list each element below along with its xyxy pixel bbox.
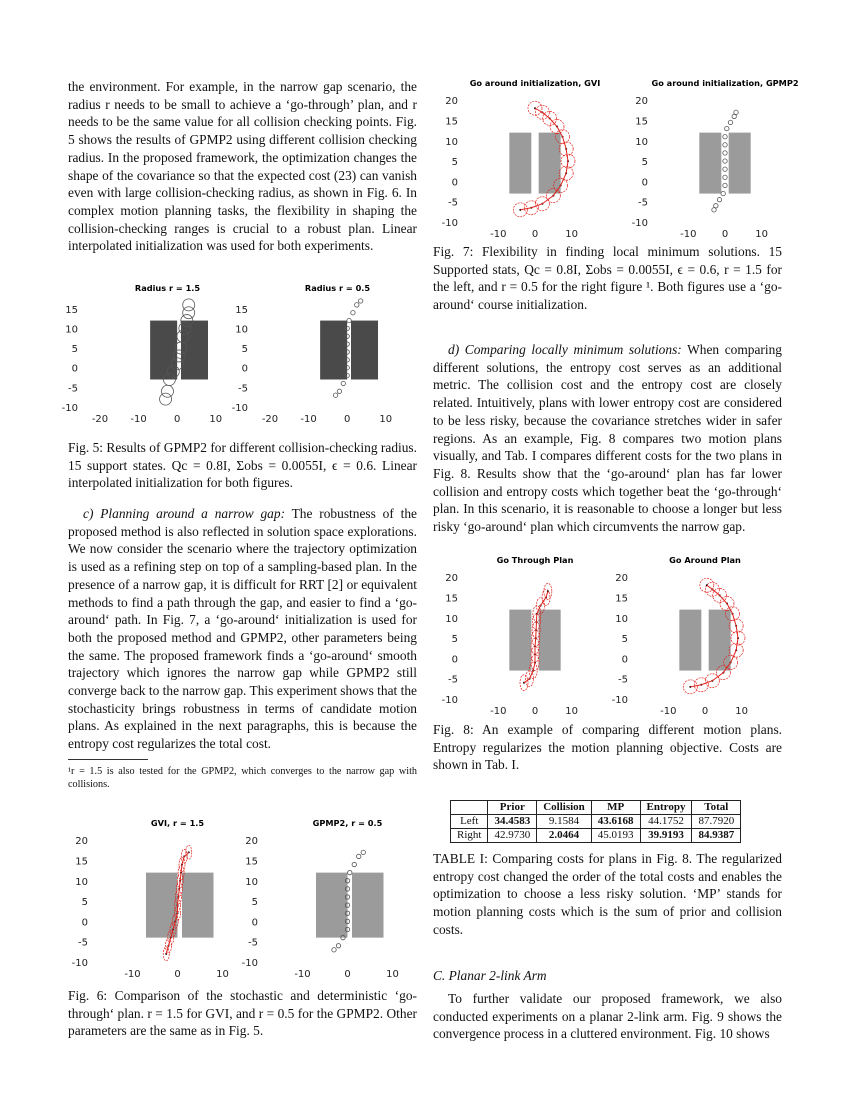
path-state: [357, 854, 361, 858]
path-state: [347, 318, 351, 322]
path-state: [361, 850, 365, 854]
y-tick-label: 15: [615, 593, 628, 605]
y-tick-label: -5: [638, 197, 648, 209]
y-tick-label: 0: [621, 654, 628, 666]
path-state: [723, 159, 727, 163]
path-state: [352, 862, 356, 866]
path-state: [336, 944, 340, 948]
y-tick-label: -5: [448, 197, 458, 209]
subsection-heading-c: c) Planning around a narrow gap:: [83, 506, 286, 521]
y-tick-label: 15: [635, 116, 648, 128]
path-state: [183, 307, 195, 319]
y-tick-label: 15: [235, 304, 248, 316]
y-tick-label: 0: [251, 917, 258, 929]
x-tick-label: 10: [565, 706, 579, 717]
path-state: [337, 389, 341, 393]
path-state: [160, 393, 172, 405]
y-tick-label: 5: [241, 344, 248, 356]
figure-6-caption: Fig. 6: Comparison of the stochastic and deterministic ‘go-through‘ plan. r = 1.5 for GVI, and r = 0.5 for the GPMP2. Other parameters are the same as in Fig. 5.: [68, 988, 417, 1039]
x-tick-label: 10: [735, 706, 749, 717]
x-tick-label: 0: [721, 229, 729, 240]
y-tick-label: 15: [445, 593, 458, 605]
subsection-heading-d: d) Comparing locally minimum solutions:: [448, 342, 682, 357]
path-state: [348, 870, 352, 874]
plot-title: GVI, r = 1.5: [150, 818, 205, 828]
y-tick-label: 15: [65, 304, 78, 316]
y-tick-label: 10: [65, 324, 78, 336]
table-header: MP: [591, 801, 640, 815]
table-row: [451, 815, 741, 829]
x-tick-label: 10: [755, 229, 769, 240]
y-tick-label: 10: [635, 136, 648, 148]
subsection-c-body: The robustness of the proposed method is also reflected in solution space explorations. We now consider the scenario where the trajectory optimization is used as a refining step on top of a sampling-based plan. In the presence of a narrow gap, it is difficult for RRT [2] or equivalent methods to find a path through the gap, and easier to find a ‘go-around‘ path. In Fig. 7, a ‘go-around‘ initialization is used for both the proposed method and GPMP2, other parameters being the same. The proposed framework finds a ‘go-around‘ smooth trajectory which ignores the narrow gap while GPMP2 still converge back to the narrow gap. This experiment shows that the stochasticity brings robustness in terms of candidate motion plans. As explained in the next paragraphs, this is because the entropy cost regularizes the total cost.: [68, 506, 417, 752]
obstacle: [351, 321, 378, 380]
y-tick-label: -10: [71, 958, 88, 969]
path-state: [332, 948, 336, 952]
path-state: [717, 197, 721, 201]
obstacle: [509, 610, 531, 671]
costs-table: [450, 800, 741, 843]
y-tick-label: -5: [248, 937, 258, 949]
x-tick-label: -10: [130, 414, 147, 425]
path-state: [358, 299, 362, 303]
obstacle: [729, 133, 751, 194]
table-cell: 45.0193: [591, 829, 640, 843]
plot-title: GPMP2, r = 0.5: [312, 818, 383, 828]
table-cell: Left: [451, 815, 488, 829]
x-tick-label: -10: [294, 969, 311, 980]
figure-8-caption: Fig. 8: An example of comparing different motion plans. Entropy regularizes the motion planning objective. Costs are shown in Tab. I.: [433, 722, 782, 773]
table-cell: 42.9730: [488, 829, 537, 843]
y-tick-label: 20: [75, 836, 88, 848]
y-tick-label: -10: [611, 695, 628, 706]
y-tick-label: -5: [78, 937, 88, 949]
y-tick-label: 10: [445, 613, 458, 625]
obstacle: [509, 133, 531, 194]
y-tick-label: 0: [71, 363, 78, 375]
y-tick-label: 5: [641, 157, 648, 169]
obstacle: [320, 321, 347, 380]
y-tick-label: -10: [231, 403, 248, 414]
y-tick-label: -10: [631, 218, 648, 229]
y-tick-label: 15: [445, 116, 458, 128]
y-tick-label: 15: [245, 856, 258, 868]
y-tick-label: -10: [61, 403, 78, 414]
y-tick-label: 20: [635, 96, 648, 108]
y-tick-label: 5: [251, 897, 258, 909]
path-state: [723, 143, 727, 147]
y-tick-label: -5: [618, 674, 628, 686]
path-state: [183, 299, 195, 311]
x-tick-label: 10: [565, 229, 579, 240]
plot-panel: [612, 555, 748, 717]
plot-panel: [442, 555, 578, 717]
table-cell: 34.4583: [488, 815, 537, 829]
table-cell: 43.6168: [591, 815, 640, 829]
footnote: ¹r = 1.5 is also tested for the GPMP2, which converges to the narrow gap with collisions.: [68, 766, 417, 790]
y-tick-label: 10: [445, 136, 458, 148]
table-header-row: [451, 801, 741, 815]
y-tick-label: -5: [448, 674, 458, 686]
table-cell: 87.7920: [692, 815, 741, 829]
plot-panel: [442, 78, 601, 240]
x-tick-label: 0: [343, 414, 351, 425]
left-paragraph-1: the environment. For example, in the narrow gap scenario, the radius r needs to be small to achieve a ‘go-through’ plan, and r needs to be the same value for all collision checking points. Fig. 5 shows the results of GPMP2 using different collision checking radius. In the proposed framework, the optimization changes the shape of the covariance so that the expected cost (23) can vanish even with large collision-checking radius, as shown in Fig. 6. In complex motion planning tasks, the flexibility in shaping the collision-checking ranges is crucial to a robust plan. Linear interpolated initialization was used for both experiments.: [68, 79, 417, 254]
path-state: [721, 191, 725, 195]
y-tick-label: 20: [615, 573, 628, 585]
plot-title: Go around initialization, GVI: [469, 78, 601, 88]
y-tick-label: 10: [615, 613, 628, 625]
x-tick-label: 0: [344, 969, 351, 980]
left-paragraph-2: [68, 505, 417, 753]
path-state: [723, 183, 727, 187]
plot-title: Radius r = 0.5: [304, 283, 371, 293]
table-header: Collision: [537, 801, 592, 815]
plot-panel: [72, 818, 229, 980]
x-tick-label: 0: [173, 414, 181, 425]
obstacle: [699, 133, 721, 194]
figure-5-caption: Fig. 5: Results of GPMP2 for different collision-checking radius. 15 support states. Qc = 0.8I, Σobs = 0.0055I, ϵ = 0.6. Linear interpolated initialization for both figures.: [68, 440, 417, 491]
path-state: [714, 204, 718, 208]
x-tick-label: 0: [701, 706, 709, 717]
path-state: [723, 167, 727, 171]
x-tick-label: -10: [680, 229, 697, 240]
table-cell: 39.9193: [640, 829, 692, 843]
x-tick-label: -10: [300, 414, 317, 425]
y-tick-label: 10: [235, 324, 248, 336]
path-state: [355, 303, 359, 307]
path-state: [162, 385, 174, 397]
table-header: Entropy: [640, 801, 692, 815]
table-header: [451, 801, 488, 815]
path-state: [723, 134, 727, 138]
table-header: Prior: [488, 801, 537, 815]
plot-panel: [232, 283, 392, 425]
figure-5-plot: [60, 283, 420, 433]
y-tick-label: 5: [621, 634, 628, 646]
x-tick-label: -10: [490, 706, 507, 717]
figure-6-plot: [60, 818, 420, 980]
table-cell: Right: [451, 829, 488, 843]
plot-title: Go around initialization, GPMP2: [651, 78, 799, 88]
footnote-rule: [68, 759, 148, 760]
x-tick-label: 0: [531, 229, 539, 240]
figure-8-plot: [430, 555, 790, 715]
subsection-d-body: When comparing different solutions, the entropy cost serves as an additional metric. The collision cost and the entropy cost are closely related. Intuitively, plans with lower entropy cost are considered to be less risky, because the covariance stretches wider in safer regions. As an example, Fig. 8 compares two motion plans visually, and Tab. I compares different costs for the two plans in Fig. 8. Results show that the ‘go-around‘ plan has far lower collision and entropy costs which together beat the ‘go-through‘ plan. In this scenario, it is reasonable to choose a longer but less risky ‘go-around‘ plan which circumvents the narrow gap.: [433, 342, 782, 535]
y-tick-label: 0: [241, 363, 248, 375]
table-cell: 9.1584: [537, 815, 592, 829]
path-state: [723, 151, 727, 155]
table-cell: 2.0464: [537, 829, 592, 843]
figure-5: [60, 283, 420, 433]
figure-7-caption: Fig. 7: Flexibility in finding local minimum solutions. 15 Supported stats, Qc = 0.8I, Σobs = 0.0055I, ϵ = 0.6, r = 1.5 for the left, and r = 0.5 for the right figure ¹. Both figures use a ‘go-around‘ course initialization.: [433, 244, 782, 313]
plot-panel: [632, 78, 799, 240]
x-tick-label: 0: [531, 706, 539, 717]
y-tick-label: 0: [451, 177, 458, 189]
figure-7-plot: [430, 78, 799, 240]
y-tick-label: 0: [81, 917, 88, 929]
table-row: [451, 829, 741, 843]
right-paragraph-2: To further validate our proposed framework, we also conducted experiments on a planar 2-link arm. Fig. 9 shows the convergence process in a cluttered environment. Fig. 10 shows: [433, 991, 782, 1042]
path-state: [351, 311, 355, 315]
figure-8: [430, 555, 790, 715]
x-tick-label: 10: [209, 414, 223, 425]
obstacle: [150, 321, 177, 380]
right-paragraph-1: [433, 341, 782, 536]
path-state: [734, 110, 738, 114]
plot-title: Go Around Plan: [669, 555, 741, 565]
figure-6: [60, 818, 420, 980]
path-state: [728, 120, 732, 124]
y-tick-label: 15: [75, 856, 88, 868]
path-state: [341, 381, 345, 385]
section-heading: C. Planar 2-link Arm: [433, 968, 547, 983]
y-tick-label: 10: [75, 876, 88, 888]
plot-panel: [242, 818, 399, 980]
table-caption: TABLE I: Comparing costs for plans in Fig. 8. The regularized entropy cost changed the order of the total costs and enables the optimization to choose a less risky solution. ‘MP’ stands for motion planning costs which is the sum of prior and collision costs.: [433, 851, 782, 937]
obstacle: [182, 873, 214, 938]
y-tick-label: -10: [441, 218, 458, 229]
path-state: [725, 126, 729, 130]
y-tick-label: -5: [68, 383, 78, 395]
x-tick-label: 10: [386, 969, 399, 980]
obstacle: [146, 873, 178, 938]
x-tick-label: -20: [91, 414, 109, 425]
y-tick-label: 0: [641, 177, 648, 189]
y-tick-label: 20: [445, 96, 458, 108]
plot-title: Go Through Plan: [496, 555, 574, 565]
y-tick-label: 10: [245, 876, 258, 888]
obstacle: [539, 610, 561, 671]
path-state: [723, 175, 727, 179]
x-tick-label: -20: [261, 414, 279, 425]
table-cell: 84.9387: [692, 829, 741, 843]
x-tick-label: 10: [379, 414, 393, 425]
plot-panel: [62, 283, 222, 425]
obstacle: [181, 321, 208, 380]
y-tick-label: 20: [245, 836, 258, 848]
y-tick-label: 5: [451, 157, 458, 169]
x-tick-label: -10: [124, 969, 141, 980]
y-tick-label: 5: [81, 897, 88, 909]
y-tick-label: -5: [238, 383, 248, 395]
x-tick-label: 0: [174, 969, 181, 980]
y-tick-label: -10: [441, 695, 458, 706]
plot-title: Radius r = 1.5: [134, 283, 201, 293]
y-tick-label: 5: [71, 344, 78, 356]
obstacle: [316, 873, 348, 938]
y-tick-label: 20: [445, 573, 458, 585]
path-state: [333, 393, 337, 397]
obstacle: [679, 610, 701, 671]
figure-7: [430, 78, 799, 240]
x-tick-label: -10: [490, 229, 507, 240]
x-tick-label: -10: [660, 706, 677, 717]
y-tick-label: 0: [451, 654, 458, 666]
y-tick-label: 5: [451, 634, 458, 646]
table-header: Total: [692, 801, 741, 815]
obstacle: [352, 873, 384, 938]
y-tick-label: -10: [241, 958, 258, 969]
table-cell: 44.1752: [640, 815, 692, 829]
x-tick-label: 10: [216, 969, 229, 980]
